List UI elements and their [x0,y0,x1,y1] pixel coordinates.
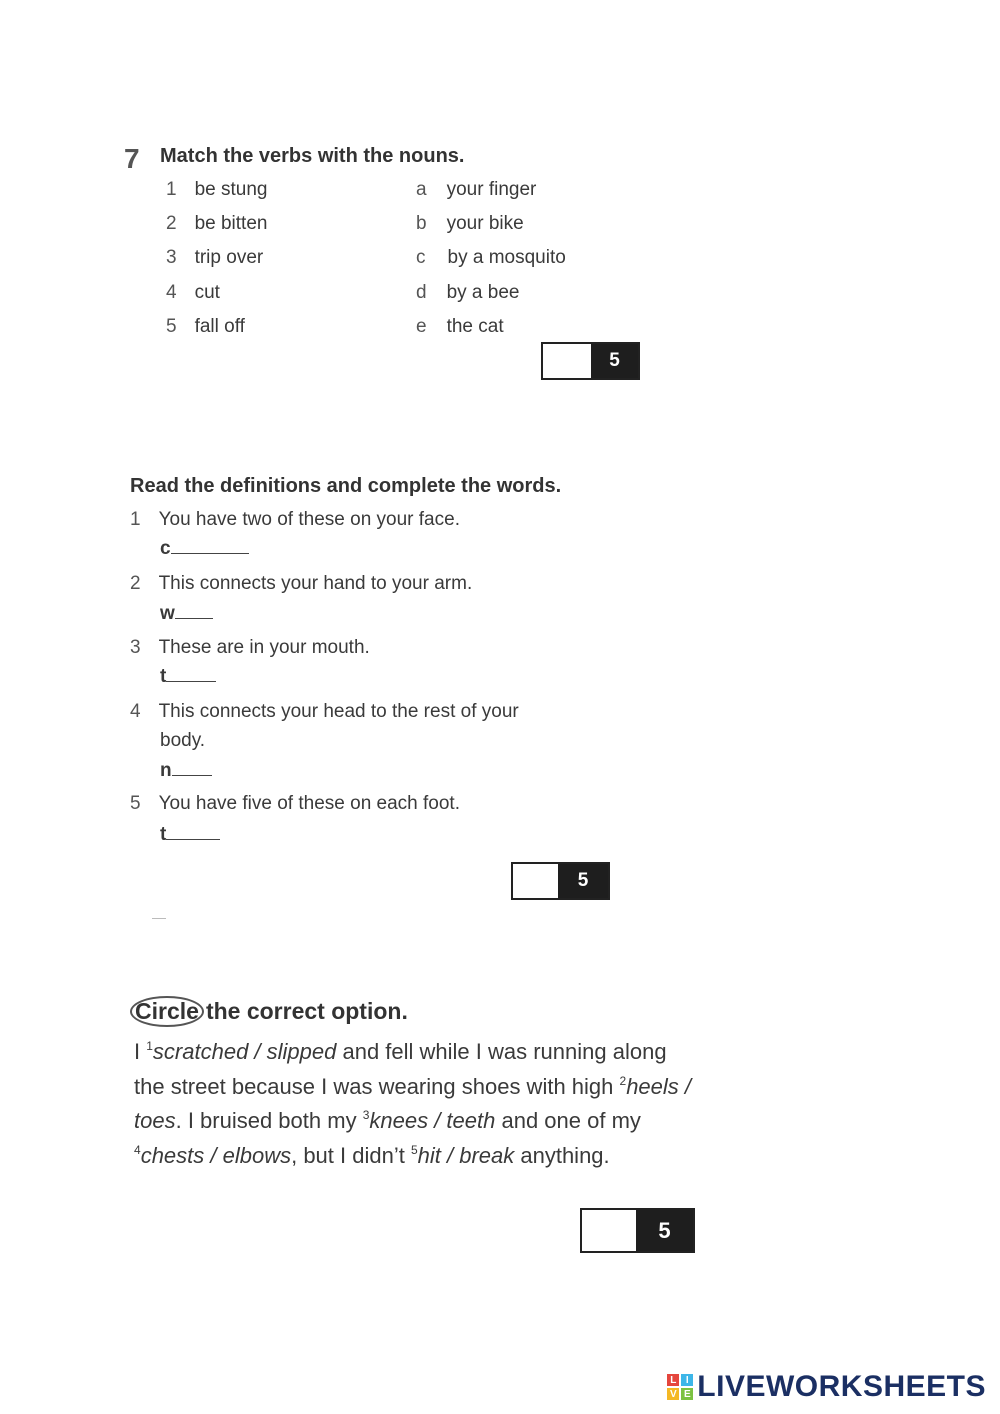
answer-4[interactable] [160,760,212,782]
first-letter: t [160,824,167,845]
definition-4 [130,701,519,723]
item-number: 2 [130,573,141,594]
item-text: be stung [194,179,268,200]
answer-1[interactable] [160,538,249,560]
score-input[interactable] [513,864,558,898]
item-text: the cat [446,316,504,337]
item-number: 5 [166,316,177,337]
item-letter: d [416,282,427,303]
match-left-item-2 [166,213,267,235]
text: anything. [514,1142,610,1168]
option-4[interactable]: chests / elbows [140,1142,292,1168]
text: and one of my [495,1108,641,1133]
item-text: cut [194,282,220,303]
item-number: 3 [166,247,177,268]
match-left-item-1 [166,179,267,201]
first-letter: n [160,760,172,781]
item-number: 1 [130,509,141,530]
exercise-9-paragraph [134,1035,694,1173]
exercise-9-score-box [580,1208,695,1253]
match-left-item-4 [166,282,220,304]
item-text: This connects your head to the rest of your [158,701,519,722]
match-right-item-b [416,213,524,235]
item-text: be bitten [194,213,268,234]
gap-number: 2 [619,1073,627,1088]
exercise-7-score-box [541,342,640,380]
first-letter: t [160,666,167,687]
exercise-9-heading [130,996,408,1027]
match-left-item-5 [166,316,245,338]
match-right-item-d [416,282,519,304]
logo-tile: E [681,1388,693,1400]
item-letter: a [416,179,427,200]
match-right-item-e [416,316,504,338]
gap-number: 3 [362,1108,370,1122]
answer-blank[interactable] [166,825,220,840]
item-text: by a bee [446,282,520,303]
score-total: 5 [636,1210,693,1251]
item-text: trip over [194,247,264,268]
item-letter: b [416,213,427,234]
definition-4-continued: body. [160,730,206,751]
item-text: by a mosquito [447,247,566,268]
item-text: You have five of these on each foot. [158,793,460,814]
liveworksheets-logo[interactable] [667,1370,986,1404]
answer-3[interactable] [160,666,216,688]
option-5[interactable]: hit / break [417,1142,515,1168]
item-text: fall off [194,316,245,337]
first-letter: c [160,538,171,559]
logo-text: LIVEWORKSHEETS [697,1370,986,1403]
logo-tile: L [667,1374,679,1386]
logo-tiles-icon [667,1374,693,1400]
score-input[interactable] [582,1210,636,1251]
option-2[interactable]: heels / toes [134,1073,692,1133]
score-total: 5 [558,864,608,898]
option-1[interactable]: scratched / slipped [152,1039,337,1064]
answer-2[interactable] [160,603,213,625]
text: . I bruised both my [175,1108,363,1133]
score-total: 5 [591,344,638,378]
definition-1 [130,509,460,531]
answer-blank[interactable] [166,667,216,682]
logo-tile: I [681,1374,693,1386]
exercise-7-heading: Match the verbs with the nouns. [160,145,465,167]
circle-word: Circle [130,996,204,1027]
item-number: 3 [130,637,141,658]
match-right-item-a [416,179,536,201]
answer-blank[interactable] [171,539,249,554]
exercise-8-score-box [511,862,610,900]
first-letter: w [160,603,175,624]
match-left-item-3 [166,247,263,269]
item-letter: e [416,316,427,337]
option-3[interactable]: knees / teeth [369,1108,496,1133]
item-letter: c [416,247,426,268]
logo-tile: V [667,1388,679,1400]
gap-number: 5 [410,1142,418,1157]
item-number: 5 [130,793,141,814]
definition-3 [130,637,370,659]
item-number: 1 [166,179,177,200]
answer-blank[interactable] [172,761,212,776]
item-number: 4 [166,282,177,303]
item-text: This connects your hand to your arm. [158,573,473,594]
definition-2 [130,573,472,595]
gap-number: 4 [134,1142,141,1157]
item-text: You have two of these on your face. [158,509,460,530]
gap-number: 1 [146,1039,153,1053]
item-number: 2 [166,213,177,234]
answer-blank[interactable] [175,604,213,619]
text: I [134,1039,147,1064]
match-right-item-c [416,247,566,269]
item-text: These are in your mouth. [158,637,370,658]
heading-rest: the correct option. [205,998,408,1024]
item-text: your bike [446,213,524,234]
score-input[interactable] [543,344,591,378]
exercise-7-number: 7 [124,143,140,174]
item-number: 4 [130,701,141,722]
definition-5 [130,793,460,815]
item-text: your finger [446,179,537,200]
answer-5[interactable] [160,824,220,846]
text: , but I didn’t [291,1142,411,1168]
exercise-8-heading: Read the definitions and complete the words. [130,475,562,497]
stray-mark [152,918,166,919]
text: and fell while I was running along the street because I was wearing shoes with high [134,1039,667,1099]
